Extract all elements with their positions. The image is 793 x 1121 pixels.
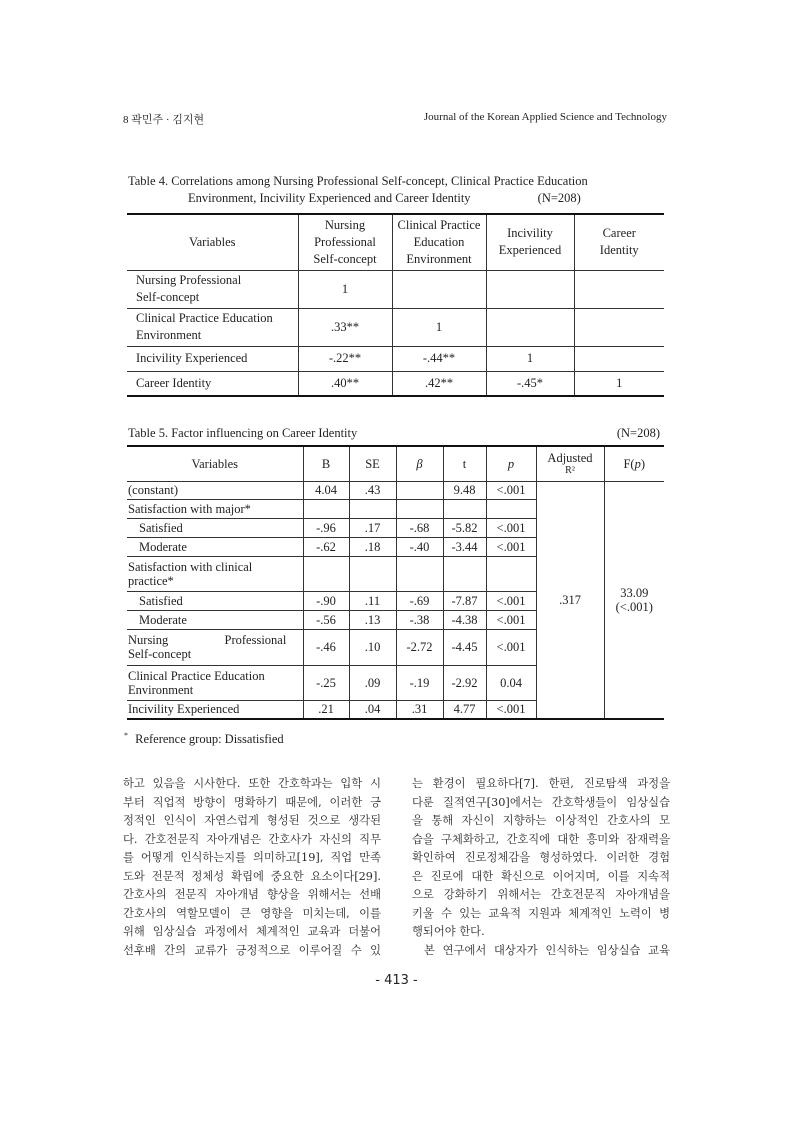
row-label (127, 556, 303, 591)
table-row (127, 481, 664, 499)
text-line: 부터 직업적 방향이 명확하기 때문에, 이러한 긍 (123, 795, 381, 809)
row-label: Incivility Experienced (127, 346, 298, 371)
cell-se: .43 (349, 481, 396, 499)
cell-beta: -.68 (396, 518, 443, 537)
cell-p: <.001 (486, 629, 536, 665)
row-label-line: Self-concept (136, 290, 200, 304)
cell-se: .09 (349, 665, 396, 700)
table-row (127, 346, 664, 371)
text-line: 확인하여 진로정체감을 형성하였다. 이러한 경험 (412, 851, 670, 864)
table5-header-b: B (303, 446, 349, 481)
text-line: 을 통해 자신이 지향하는 이상적인 간호사의 모 (412, 814, 670, 827)
cell-se: .17 (349, 518, 396, 537)
row-label-line: Clinical Practice Education (128, 668, 265, 683)
table4-caption-line1: Table 4. Correlations among Nursing Professional Self-concept, Clinical Practice Education (128, 174, 588, 188)
cell-p: <.001 (486, 700, 536, 719)
table4-caption (128, 173, 664, 207)
table5-footnote (124, 731, 284, 747)
text-line: 간호사의 전문직 자아개념 향상을 위해서는 선배 (123, 888, 381, 901)
text-line: 하고 있음을 시사한다. 또한 간호학과는 입학 시 (123, 777, 381, 790)
cell-p (486, 499, 536, 518)
row-label-line: Clinical Practice Education (136, 311, 273, 325)
row-label: Satisfied (127, 591, 303, 610)
cell-p: 0.04 (486, 665, 536, 700)
table4-header-career (574, 214, 664, 270)
cell-t: -2.92 (443, 665, 486, 700)
cell-se: .18 (349, 537, 396, 556)
cell-p: <.001 (486, 518, 536, 537)
cell-t: 4.77 (443, 700, 486, 719)
cell-p (486, 556, 536, 591)
table4-header-variables: Variables (127, 214, 298, 270)
cell: .40** (298, 371, 392, 396)
table5-header-adj-r2 (536, 446, 604, 481)
f-value: 33.09 (620, 585, 649, 600)
cell-p: <.001 (486, 537, 536, 556)
cell-se: .13 (349, 610, 396, 629)
text-line: 도와 전문적 정체성 확립에 중요한 요소이다[29]. (123, 869, 381, 883)
cell (574, 270, 664, 308)
row-label-line: Self-concept (128, 647, 192, 661)
table5-regression (127, 445, 664, 720)
header-line: Education (413, 234, 465, 249)
cell-beta: -2.72 (396, 629, 443, 665)
table5-caption-title: Table 5. Factor influencing on Career Identity (128, 426, 358, 440)
table4-header-row (127, 214, 664, 270)
table5-header-t: t (443, 446, 486, 481)
cell-beta: -.40 (396, 537, 443, 556)
cell (574, 308, 664, 346)
header-line: Identity (599, 243, 639, 258)
body-column-left (123, 775, 381, 960)
cell-se: .10 (349, 629, 396, 665)
cell: .42** (392, 371, 486, 396)
header-line: Adjusted (547, 451, 593, 466)
cell: 1 (574, 371, 664, 396)
row-label-line: Satisfaction with clinical (128, 559, 253, 574)
table-row (127, 308, 664, 346)
header-line: Experienced (498, 243, 562, 258)
cell (486, 308, 574, 346)
cell-b: -.56 (303, 610, 349, 629)
cell-t: -4.45 (443, 629, 486, 665)
table4-header-nps (298, 214, 392, 270)
text-line: 위해 임상실습 과정에서 체계적인 교육과 더불어 (123, 925, 381, 938)
header-line: R² (565, 465, 575, 477)
cell-b: -.90 (303, 591, 349, 610)
cell-beta: -.38 (396, 610, 443, 629)
cell-p: <.001 (486, 610, 536, 629)
header-f-text: F( (623, 456, 635, 471)
row-label (127, 665, 303, 700)
cell (486, 270, 574, 308)
table5-caption (128, 425, 660, 442)
cell (574, 346, 664, 371)
cell-t: -7.87 (443, 591, 486, 610)
table4-caption-line2 (128, 190, 664, 207)
table5-header-p: p (486, 446, 536, 481)
table4-header-incivility (486, 214, 574, 270)
running-header-left: 8 곽민주 · 김지현 (123, 114, 205, 126)
table5-caption-n: (N=208) (616, 426, 660, 440)
header-line: Environment (406, 251, 472, 266)
text-line: 선후배 간의 교류가 긍정적으로 이루어질 수 있 (123, 943, 381, 957)
cell-b: -.62 (303, 537, 349, 556)
row-label (127, 499, 303, 518)
row-label: (constant) (127, 481, 303, 499)
cell-adj-r2: .317 (536, 481, 604, 719)
cell-t (443, 499, 486, 518)
body-column-right (412, 775, 670, 960)
cell: -.44** (392, 346, 486, 371)
table5-header-se: SE (349, 446, 396, 481)
row-label-text: Satisfaction with major* (128, 501, 251, 516)
running-header-right: Journal of the Korean Applied Science and Technology (423, 111, 667, 123)
cell (392, 270, 486, 308)
row-label-line: Nursing Professional (136, 273, 242, 287)
text-line: 키울 수 있는 교육적 지원과 체계적인 노력이 병 (412, 906, 670, 920)
cell-beta (396, 556, 443, 591)
cell-beta (396, 481, 443, 499)
header-line: Professional (314, 234, 376, 249)
cell-t: 9.48 (443, 481, 486, 499)
cell-beta: -.69 (396, 591, 443, 610)
table5-header-beta: β (396, 446, 443, 481)
cell-t (443, 556, 486, 591)
cell-p: <.001 (486, 481, 536, 499)
cell-se (349, 556, 396, 591)
text-line: 간호사의 역할모델이 큰 영향을 미치는데, 이를 (123, 906, 381, 920)
cell-t: -4.38 (443, 610, 486, 629)
cell: .33** (298, 308, 392, 346)
cell-b (303, 499, 349, 518)
header-f-close: ) (640, 456, 646, 471)
cell-b: -.46 (303, 629, 349, 665)
row-label-line: Nursing Professional (128, 633, 287, 647)
row-label (127, 270, 298, 308)
row-label: Moderate (127, 610, 303, 629)
cell: 1 (486, 346, 574, 371)
cell-beta: .31 (396, 700, 443, 719)
table4-header-cpee (392, 214, 486, 270)
header-line: Self-concept (313, 251, 377, 266)
header-line: Incivility (507, 226, 553, 241)
text-line: 은 진로에 대한 확신으로 이어지며, 이를 지속적 (412, 869, 670, 883)
row-label: Satisfied (127, 518, 303, 537)
row-label: Moderate (127, 537, 303, 556)
text-line: 으로 강화하기 위해서는 간호전문직 자아개념을 (412, 888, 670, 901)
text-line: 를 어떻게 인식하는지를 의미하고[19], 직업 만족 (123, 851, 381, 864)
cell: 1 (392, 308, 486, 346)
text-line: 는 환경이 필요하다[7]. 한편, 진로탐색 과정을 (412, 777, 670, 790)
cell-b: 4.04 (303, 481, 349, 499)
table-row (127, 270, 664, 308)
table4-caption-n: (N=208) (537, 191, 581, 205)
cell: 1 (298, 270, 392, 308)
row-label (127, 308, 298, 346)
table5-header-row (127, 446, 664, 481)
f-p-value: (<.001) (615, 599, 653, 614)
text-line: 정적인 인식이 자연스럽게 형성된 것으로 생각된 (123, 814, 381, 827)
cell-se: .11 (349, 591, 396, 610)
table5-header-variables: Variables (127, 446, 303, 481)
row-label (127, 629, 303, 665)
cell-se (349, 499, 396, 518)
cell-b: -.25 (303, 665, 349, 700)
cell: -.22** (298, 346, 392, 371)
cell-se: .04 (349, 700, 396, 719)
cell-b (303, 556, 349, 591)
text-line: 본 연구에서 대상자가 인식하는 임상실습 교육 (424, 943, 670, 957)
page-number: - 413 - (375, 973, 418, 988)
cell-f (604, 481, 664, 719)
table5-header-f (604, 446, 664, 481)
table4-correlations (127, 213, 664, 397)
table-row (127, 371, 664, 396)
cell-t: -5.82 (443, 518, 486, 537)
text-line: 행되어야 한다. (412, 925, 485, 938)
cell-t: -3.44 (443, 537, 486, 556)
row-label-line: Environment (128, 682, 194, 697)
footnote-mark: * (124, 731, 128, 740)
text-line: 습을 구체화하고, 간호직에 대한 흥미와 잠재력을 (412, 832, 670, 846)
cell-p: <.001 (486, 591, 536, 610)
text-line: 다룬 질적연구[30]에서는 간호학생들이 임상실습 (412, 795, 670, 809)
text-line: 다. 간호전문직 자아개념은 간호사가 자신의 직무 (123, 832, 381, 846)
header-line: Nursing (324, 217, 366, 232)
cell-b: .21 (303, 700, 349, 719)
row-label: Incivility Experienced (127, 700, 303, 719)
row-label: Career Identity (127, 371, 298, 396)
table4-caption-title: Environment, Incivility Experienced and Career Identity (188, 191, 471, 205)
cell: -.45* (486, 371, 574, 396)
header-line: Clinical Practice (397, 217, 481, 232)
header-f-p: p (634, 456, 641, 471)
cell-beta (396, 499, 443, 518)
cell-beta: -.19 (396, 665, 443, 700)
cell-b: -.96 (303, 518, 349, 537)
row-label-line: practice* (128, 573, 174, 588)
footnote-text: Reference group: Dissatisfied (135, 732, 284, 747)
row-label-line: Environment (136, 328, 202, 342)
header-line: Career (602, 226, 636, 241)
